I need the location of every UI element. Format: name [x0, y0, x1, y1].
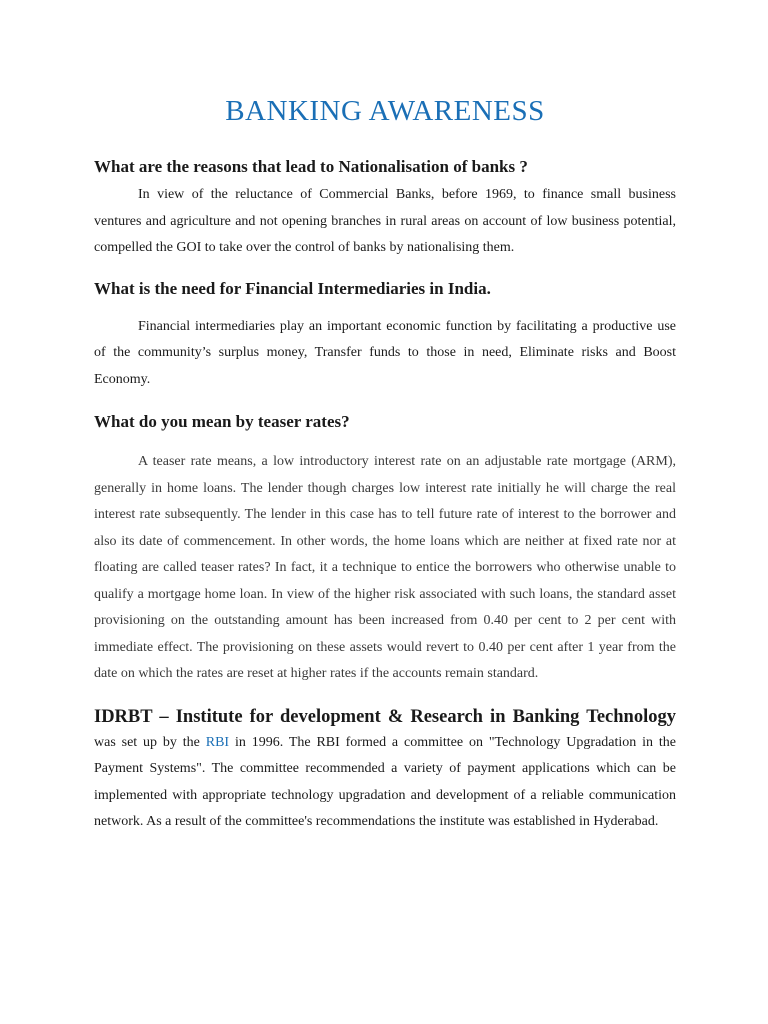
section-heading-idrbt: IDRBT – Institute for development & Research in Banking Technology [94, 706, 676, 727]
section-body-text: Financial intermediaries play an important economic function by facilitating a productive use of the community’s surplus money, Transfer funds to those in need, Eliminate risks and Boost Economy. [94, 318, 676, 387]
section-body-text: In view of the reluctance of Commercial Banks, before 1969, to finance small business ventures and agriculture and not opening branches in rural areas on account of low business potential, compelled the GOI to take over the control of banks by nationalising them. [94, 187, 676, 255]
rbi-link[interactable]: RBI [205, 734, 230, 750]
section-body-text: was set up by the [94, 734, 206, 750]
section-heading-nationalisation: What are the reasons that lead to Nationalisation of banks ? [94, 157, 528, 176]
section-body-financial-intermediaries [94, 314, 676, 394]
section-body-idrbt [94, 730, 676, 836]
section-body-teaser-rates [94, 449, 676, 688]
section-heading-financial-intermediaries: What is the need for Financial Intermediaries in India. [94, 278, 491, 298]
section-heading-teaser-rates: What do you mean by teaser rates? [94, 412, 350, 431]
section-body-text: A teaser rate means, a low introductory interest rate on an adjustable rate mortgage (ARM), generally in home loans. The lender though charges low interest rate initially he will charge the real interest rate subsequently. The lender in this case has to tell future rate of interest to the borrower and also its date of commencement. In other words, the home loans which are neither at fixed rate nor at floating are called teaser rates? In fact, it a technique to entice the borrowers who otherwise unable to qualify a mortgage home loan. In view of the higher risk associated with such loans, the standard asset provisioning on the outstanding amount has been increased from 0.40 per cent to 2 per cent with immediate effect. The provisioning on these assets would revert to 0.40 per cent after 1 year from the date on which the rates are reset at higher rates if the accounts remain standard. [94, 454, 676, 681]
section-body-nationalisation [94, 182, 676, 262]
page-title: BANKING AWARENESS [225, 95, 545, 127]
section-body-text: in 1996. The RBI formed a committee on "Technology Upgradation in the Payment Systems". The committee recommended a variety of payment applications which can be implemented with appropriate technology upgradation and development of a reliable communication network. As a result of the committee's recommendations the institute was established in Hyderabad. [94, 734, 676, 829]
